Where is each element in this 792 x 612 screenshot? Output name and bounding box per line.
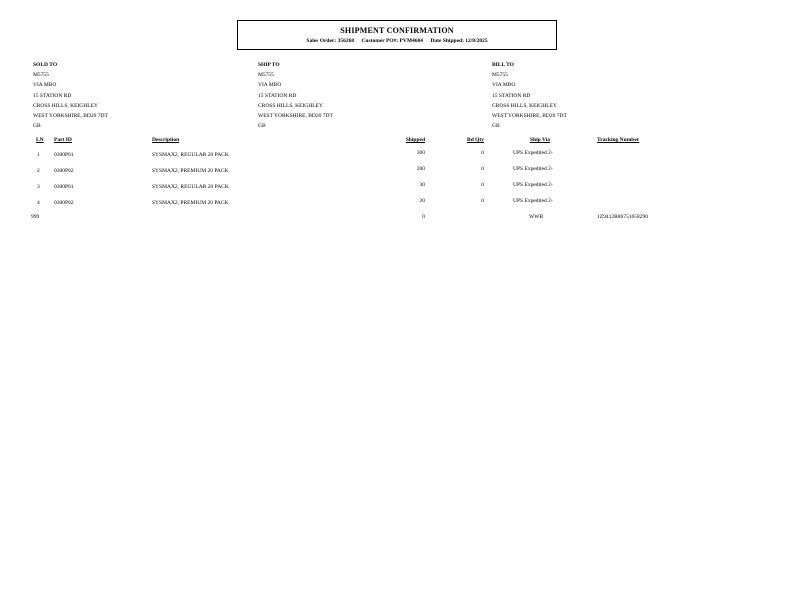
- row-ln: 1: [37, 152, 40, 158]
- sold-to-line: VIA MBO: [33, 82, 57, 89]
- bill-to-line: CROSS HILLS, KEIGHLEY: [492, 102, 557, 109]
- row-ln: 3: [37, 184, 40, 190]
- col-header-bo-qty: Bd Qty: [467, 137, 484, 143]
- footer-shipped: 0: [422, 214, 425, 220]
- row-description: SYSMAX2, REGULAR 20 PACK: [152, 184, 229, 190]
- order-info: [238, 38, 556, 44]
- date-shipped: Date Shipped: 12/8/2025: [430, 38, 488, 44]
- footer-tracking: 1Z9412R86751658290: [597, 214, 649, 220]
- ship-to-block: [258, 60, 458, 131]
- row-shipped: 300: [416, 150, 425, 156]
- row-description: SYSMAX2, PREMIUM 20 PACK: [152, 200, 229, 206]
- row-part-id: 0300P01: [54, 152, 74, 158]
- col-header-ln: LN: [36, 137, 44, 143]
- ship-to-line: WEST YORKSHIRE, BD20 7DT: [258, 113, 333, 120]
- sold-to-block: [33, 60, 233, 131]
- row-part-id: 0300P01: [54, 184, 74, 190]
- row-shipped: 30: [419, 182, 425, 188]
- ship-to-line: VIA MBO: [258, 82, 282, 89]
- sold-to-line: 15 STATION RD: [33, 92, 72, 99]
- row-ln: 2: [37, 168, 40, 174]
- ship-to-label: SHIP TO: [258, 62, 280, 68]
- sold-to-line: M5755: [33, 72, 49, 79]
- row-ship-via: UPS Expedited 2-: [513, 150, 553, 156]
- sold-to-line: CROSS HILLS, KEIGHLEY: [33, 102, 98, 109]
- row-ship-via: UPS Expedited 2-: [513, 182, 553, 188]
- footer-ship-via: WWB: [529, 214, 544, 220]
- row-bo-qty: 0: [481, 166, 484, 172]
- bill-to-line: GB: [492, 123, 500, 130]
- ship-to-line: M5755: [258, 72, 274, 79]
- row-description: SYSMAX2, REGULAR 20 PACK: [152, 152, 229, 158]
- sold-to-label: SOLD TO: [33, 62, 58, 68]
- col-header-tracking: Tracking Number: [597, 137, 640, 143]
- bill-to-line: M5755: [492, 72, 508, 79]
- ship-to-line: 15 STATION RD: [258, 92, 297, 99]
- col-header-shipped: Shipped: [405, 137, 425, 143]
- col-header-description: Description: [152, 137, 180, 143]
- row-part-id: 0300P02: [54, 200, 74, 206]
- row-bo-qty: 0: [481, 182, 484, 188]
- row-bo-qty: 0: [481, 198, 484, 204]
- footer-ln: 999: [31, 214, 40, 220]
- col-header-ship-via: Ship Via: [529, 137, 551, 143]
- sold-to-line: GB: [33, 123, 41, 130]
- row-ln: 4: [37, 200, 40, 206]
- ship-to-line: CROSS HILLS, KEIGHLEY: [258, 102, 323, 109]
- sales-order: Sales Order: 356268: [306, 38, 355, 44]
- bill-to-line: WEST YORKSHIRE, BD20 7DT: [492, 113, 567, 120]
- sold-to-line: WEST YORKSHIRE, BD20 7DT: [33, 113, 108, 120]
- bill-to-label: BILL TO: [492, 62, 514, 68]
- row-shipped: 200: [416, 166, 425, 172]
- bill-to-line: 15 STATION RD: [492, 92, 531, 99]
- bill-to-block: [492, 60, 692, 131]
- bill-to-line: VIA MBO: [492, 82, 516, 89]
- row-ship-via: UPS Expedited 2-: [513, 198, 553, 204]
- row-ship-via: UPS Expedited 2-: [513, 166, 553, 172]
- customer-po: Customer PO#: PVM4684: [361, 38, 424, 44]
- title-box: [237, 20, 557, 50]
- ship-to-line: GB: [258, 123, 266, 130]
- row-bo-qty: 0: [481, 150, 484, 156]
- row-shipped: 20: [419, 198, 425, 204]
- page-title: SHIPMENT CONFIRMATION: [340, 26, 454, 35]
- row-part-id: 0300P02: [54, 168, 74, 174]
- col-header-part-id: Part ID: [54, 137, 72, 143]
- row-description: SYSMAX2, PREMIUM 20 PACK: [152, 168, 229, 174]
